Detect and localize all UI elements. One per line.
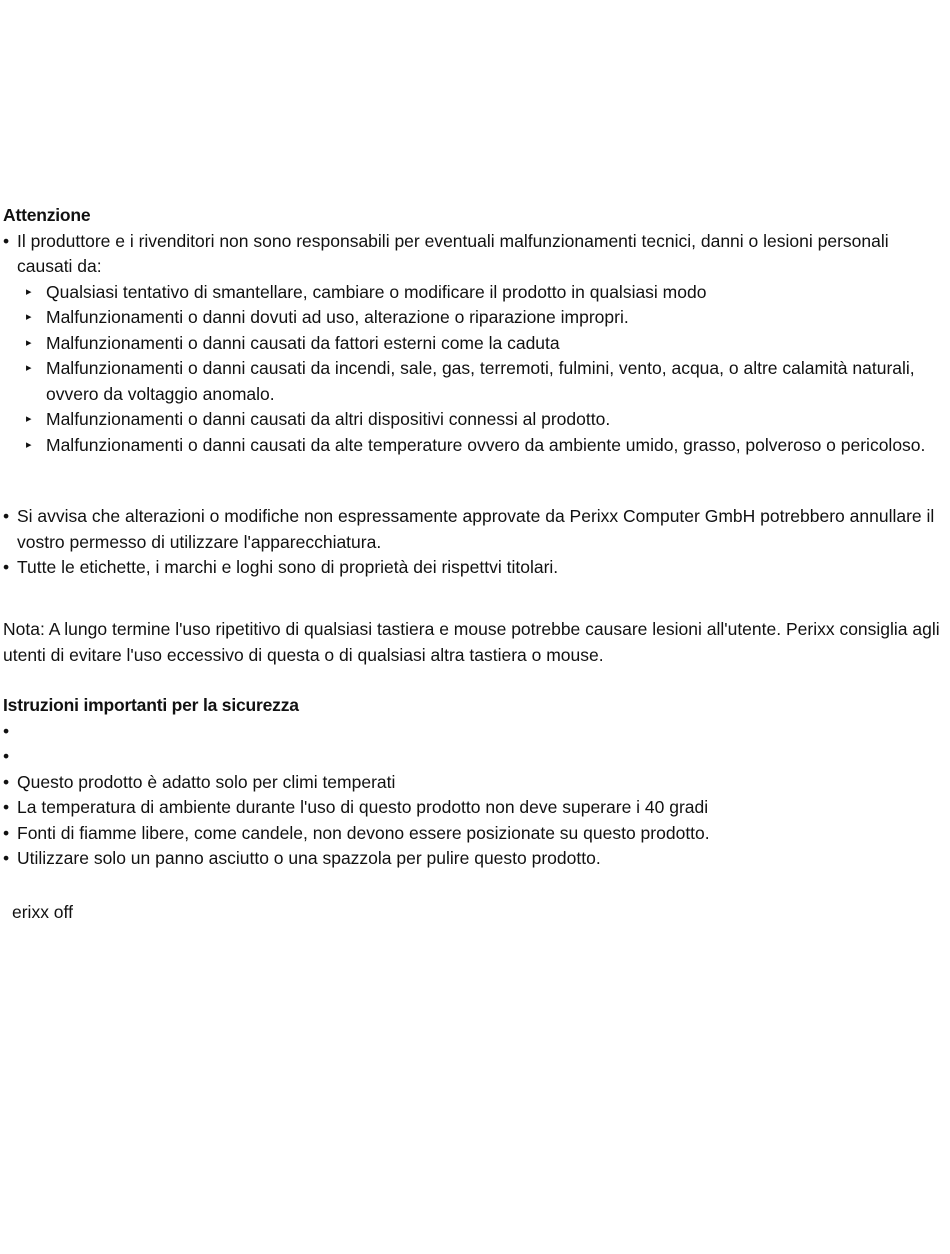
- safety-bullet: [3, 770, 948, 796]
- triangle-bullet-icon: ▸: [26, 336, 32, 349]
- bullet-dot-icon: •: [3, 848, 10, 868]
- attention-section: [3, 203, 948, 458]
- safety-text: Utilizzare solo un panno asciutto o una spazzola per pulire questo prodotto.: [17, 848, 601, 868]
- trademark-bullet: [3, 555, 948, 581]
- list-item-text: Qualsiasi tentativo di smantellare, cambiare o modificare il prodotto in qualsiasi modo: [46, 281, 707, 302]
- attention-heading: Attenzione: [3, 205, 91, 225]
- safety-text: La temperatura di ambiente durante l'uso di questo prodotto non deve superare i 40 gradi: [17, 797, 709, 817]
- list-item: [3, 305, 948, 331]
- triangle-bullet-icon: ▸: [26, 285, 32, 298]
- safety-heading: Istruzioni importanti per la sicurezza: [3, 695, 299, 715]
- bullet-dot-icon: •: [3, 506, 10, 526]
- bullet-dot-icon: •: [3, 797, 10, 817]
- safety-text: Questo prodotto è adatto solo per climi temperati: [17, 771, 396, 792]
- list-item-text: Malfunzionamenti o danni causati da fattori esterni come la caduta: [46, 332, 560, 353]
- liability-causes-list: [3, 280, 948, 459]
- bullet-dot-icon: •: [3, 230, 10, 251]
- list-item: [3, 280, 948, 306]
- safety-bullet: [3, 719, 948, 745]
- bullet-dot-icon: •: [3, 822, 10, 843]
- list-item-text: Malfunzionamenti o danni causati da altri dispositivi connessi al prodotto.: [46, 409, 611, 429]
- note-paragraph: Nota: A lungo termine l'uso ripetitivo di qualsiasi tastiera e mouse potrebbe causare lesioni all'utente. Perixx consiglia agli utenti di evitare l'uso eccessivo di questa o di qualsiasi altra tastiera o mouse.: [3, 619, 940, 665]
- modification-text: Si avvisa che alterazioni o modifiche non espressamente approvate da Perixx Computer GmbH potrebbero annullare il vostro permesso di utilizzare l'apparecchiatura.: [17, 506, 935, 552]
- safety-bullet: [3, 744, 948, 770]
- modification-bullet: [3, 504, 948, 555]
- list-item-text: Malfunzionamenti o danni dovuti ad uso, alterazione o riparazione impropri.: [46, 307, 629, 327]
- bullet-dot-icon: •: [3, 746, 10, 766]
- triangle-bullet-icon: ▸: [26, 438, 32, 451]
- footer-fragment: erixx off: [12, 902, 73, 922]
- triangle-bullet-icon: ▸: [26, 362, 32, 374]
- attention-extra-section: [3, 504, 948, 581]
- list-item: [3, 433, 948, 459]
- liability-text: Il produttore e i rivenditori non sono responsabili per eventuali malfunzionamenti tecnici, danni o lesioni personali causati da:: [17, 230, 889, 276]
- list-item-text: Malfunzionamenti o danni causati da incendi, sale, gas, terremoti, fulmini, vento, acqua, o altre calamità naturali, ovvero da voltaggio anomalo.: [46, 358, 915, 404]
- bullet-dot-icon: •: [3, 720, 10, 741]
- safety-section: [3, 693, 948, 872]
- list-item: [3, 356, 948, 407]
- liability-bullet: [3, 229, 948, 280]
- bullet-dot-icon: •: [3, 557, 10, 577]
- triangle-bullet-icon: ▸: [26, 311, 32, 323]
- safety-bullet: [3, 795, 948, 821]
- triangle-bullet-icon: ▸: [26, 413, 32, 425]
- list-item: [3, 407, 948, 433]
- trademark-text: Tutte le etichette, i marchi e loghi sono di proprietà dei rispettvi titolari.: [17, 557, 559, 577]
- list-item: [3, 331, 948, 357]
- list-item-text: Malfunzionamenti o danni causati da alte temperature ovvero da ambiente umido, grasso, polveroso o pericoloso.: [46, 434, 926, 455]
- safety-bullet: [3, 821, 948, 847]
- safety-bullet: [3, 846, 948, 872]
- bullet-dot-icon: •: [3, 771, 10, 792]
- safety-text: Fonti di fiamme libere, come candele, non devono essere posizionate su questo prodotto.: [17, 822, 710, 843]
